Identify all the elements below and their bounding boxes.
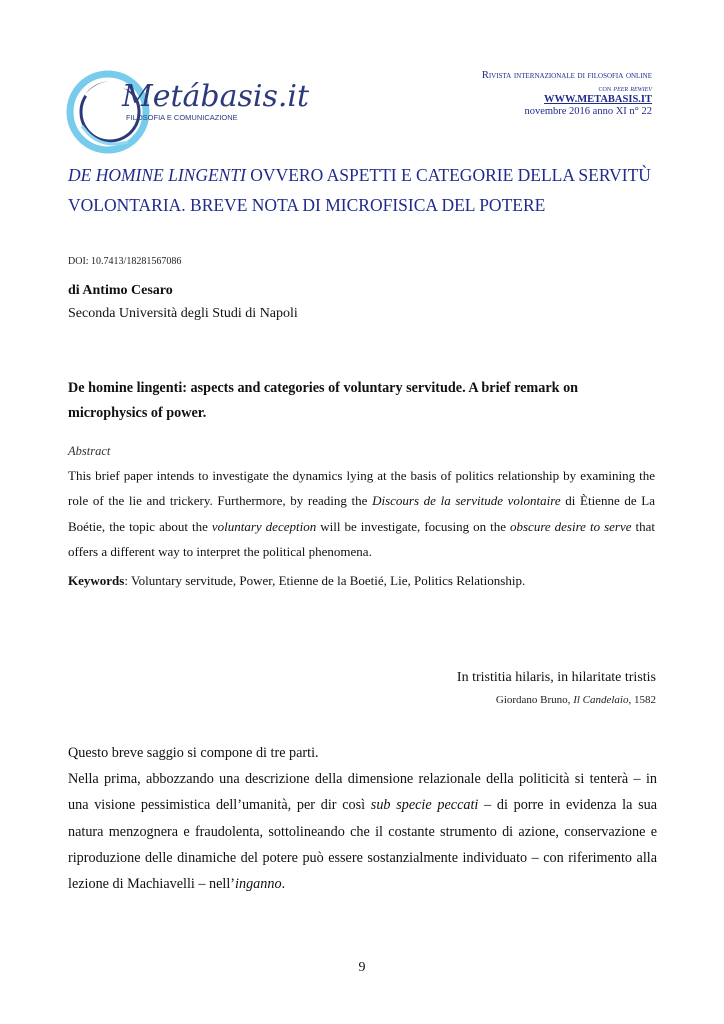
author-name: di Antimo Cesaro — [68, 283, 173, 298]
epigraph-quote: In tristitia hilaris, in hilaritate tristis — [456, 670, 656, 685]
issue-info: novembre 2016 anno XI n° 22 — [524, 106, 652, 117]
epigraph-citation: Giordano Bruno, Il Candelaio, 1582 — [495, 694, 656, 706]
journal-logo — [66, 66, 310, 158]
logo-wordmark: Metábasis.it — [122, 79, 310, 114]
logo-swirl-icon — [66, 66, 310, 158]
page-number: 9 — [358, 960, 366, 975]
keywords: Keywords: Voluntary servitude, Power, Etienne de la Boetié, Lie, Politics Relationship. — [68, 573, 526, 588]
body-paragraph-1: Questo breve saggio si compone di tre parti. — [68, 745, 319, 761]
abstract-label: Abstract — [68, 444, 111, 458]
english-title: De homine lingenti: aspects and categories of voluntary servitude. A brief remark on microphysics of power. — [68, 380, 579, 421]
peer-review-line: con peer rewiev — [598, 83, 652, 93]
logo-tagline: FILOSOFIA E COMUNICAZIONE — [126, 113, 238, 122]
article-title: DE HOMINE LINGENTI OVVERO ASPETTI E CATEGORIE DELLA SERVITÙ VOLONTARIA. BREVE NOTA DI MICROFISICA DEL POTERE — [68, 165, 651, 215]
journal-header — [482, 70, 652, 118]
journal-name: Rivista internazionale di filosofia online — [481, 70, 652, 81]
body-paragraph-2: Nella prima, abbozzando una descrizione della dimensione relazionale della politicità si tenterà – in una visione pessimistica dell’umanità, per dir così sub specie peccati – di porre in evidenza la sua natura menzognera e fraudolenta, sottolineando che il costante strumento di azione, conservazione e riproduzione delle dinamiche del potere può essere sostanzialmente individuato – con riferimento alla lezione di Machiavelli – nell’inganno. — [68, 771, 657, 893]
doi[interactable]: DOI: 10.7413/18281567086 — [68, 256, 182, 267]
abstract-text: This brief paper intends to investigate the dynamics lying at the basis of politics relationship by examining the role of the lie and trickery. Furthermore, by reading the Discours de la servitude volontaire di Ètienne de La Boétie, the topic about the voluntary deception will be investigate, focusing on the obscure desire to serve that offers a different way to interpret the political phenomena. — [68, 468, 656, 559]
body-text — [68, 740, 657, 897]
website-link[interactable]: WWW.METABASIS.IT — [544, 94, 652, 105]
author-affiliation: Seconda Università degli Studi di Napoli — [68, 306, 298, 321]
